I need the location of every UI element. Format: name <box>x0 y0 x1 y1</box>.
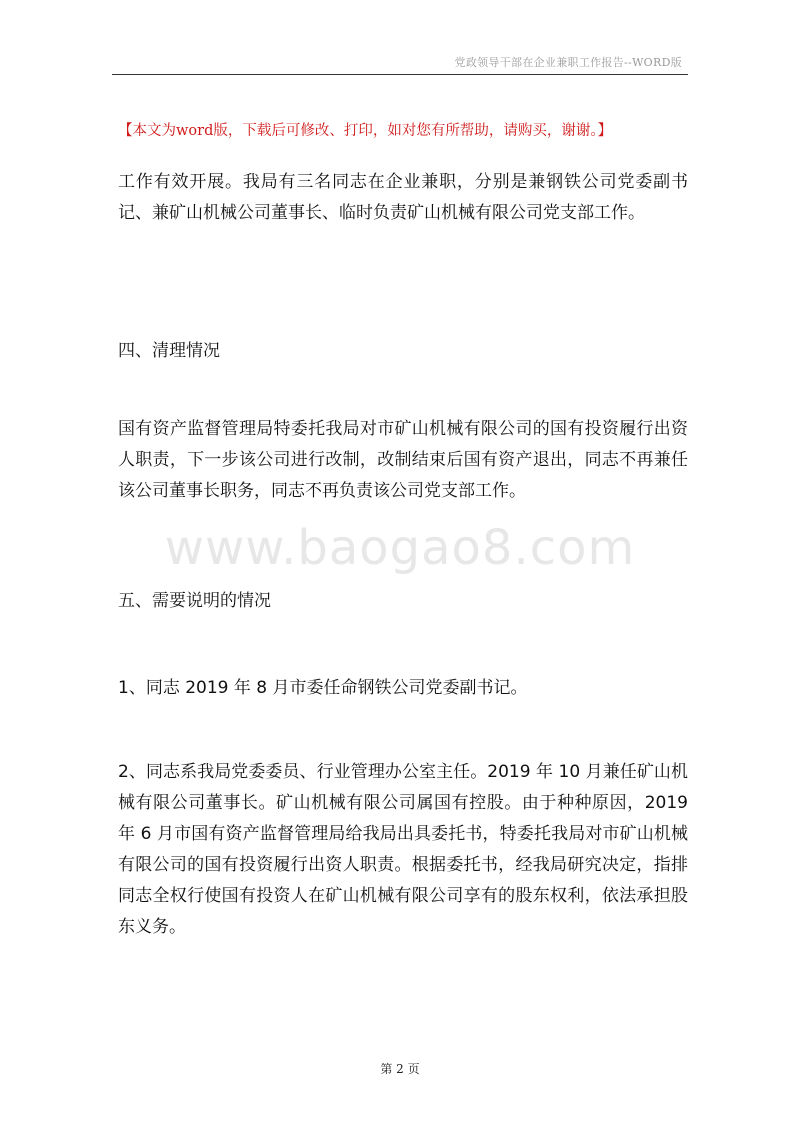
page-header-title: 党政领导干部在企业兼职工作报告--WORD版 <box>454 56 682 69</box>
list-item-1: 1、同志 2019 年 8 月市委任命钢铁公司党委副书记。 <box>118 678 528 698</box>
section-heading-5: 五、需要说明的情况 <box>118 591 271 611</box>
section-heading-4: 四、清理情况 <box>118 341 220 361</box>
paragraph-continuation: 工作有效开展。我局有三名同志在企业兼职，分别是兼钢铁公司党委副书记、兼矿山机械公司董事长、临时负责矿山机械有限公司党支部工作。 <box>118 172 688 223</box>
watermark: www.baogao8.com <box>164 520 636 576</box>
list-item-2: 2、同志系我局党委委员、行业管理办公室主任。2019 年 10 月兼任矿山机械有限公司董事长。矿山机械有限公司属国有控股。由于种种原因，2019 年 6 月市国有资产监督管理局给我局出具委托书，特委托我局对市矿山机械有限公司的国有投资履行出资人职责。根据委托书，经我局研究决定，指排同志全权行使国有投资人在矿山机械有限公司享有的股东权利，依法承担股东义务。 <box>118 762 688 937</box>
download-notice: 【本文为word版，下载后可修改、打印，如对您有所帮助，请购买，谢谢。】 <box>118 123 613 139</box>
page-number: 第 2 页 <box>380 1062 420 1076</box>
header-divider <box>112 74 688 75</box>
paragraph-cleanup: 国有资产监督管理局特委托我局对市矿山机械有限公司的国有投资履行出资人职责，下一步该公司进行改制，改制结束后国有资产退出，同志不再兼任该公司董事长职务，同志不再负责该公司党支部工作。 <box>118 419 688 501</box>
